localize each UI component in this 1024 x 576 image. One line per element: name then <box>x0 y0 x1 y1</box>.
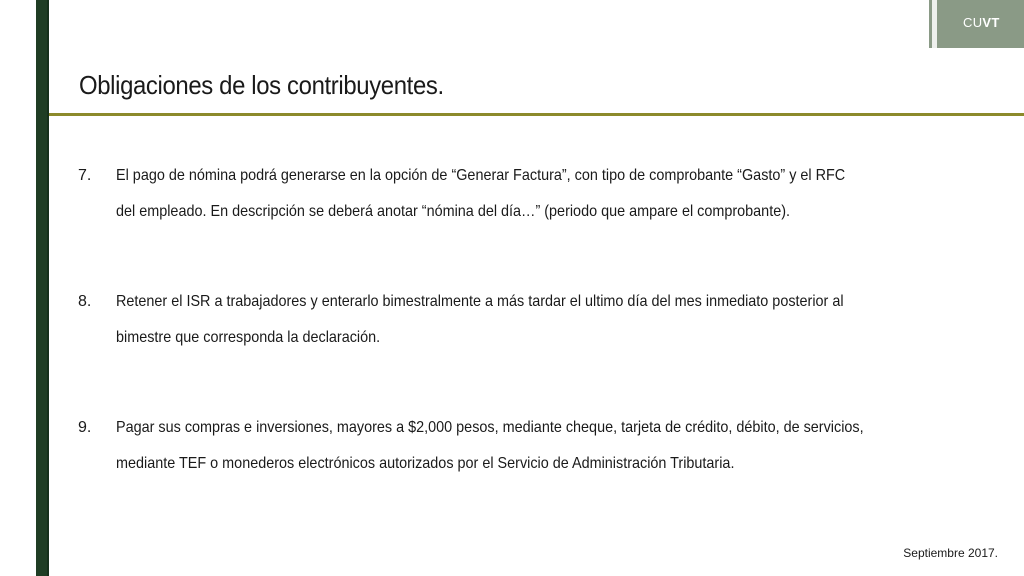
logo-text <box>963 15 1000 30</box>
list-item <box>78 284 948 356</box>
item-text: Pagar sus compras e inversiones, mayores a $2,000 pesos, mediante cheque, tarjeta de crédito, débito, de servicios, mediante TEF o monederos electrónicos autorizados por el Servicio de Administración Tributaria. <box>116 419 864 472</box>
slide-title: Obligaciones de los contribuyentes. <box>79 70 444 100</box>
item-text: El pago de nómina podrá generarse en la opción de “Generar Factura”, con tipo de comprobante “Gasto” y el RFC del empleado. En descripción se deberá anotar “nómina del día…” (periodo que ampare el comprobante). <box>116 167 846 220</box>
item-number: 8. <box>78 293 92 310</box>
cuvt-logo <box>929 0 1024 48</box>
left-accent-bar <box>36 0 49 576</box>
obligations-list <box>78 158 948 536</box>
logo-suffix: VT <box>982 14 1000 30</box>
logo-stripe <box>932 0 937 48</box>
footer-date: Septiembre 2017. <box>903 546 998 560</box>
list-item <box>78 410 948 482</box>
logo-prefix: CU <box>963 14 983 30</box>
item-number: 7. <box>78 167 92 184</box>
list-item <box>78 158 948 230</box>
item-number: 9. <box>78 419 92 436</box>
title-divider <box>49 113 1024 116</box>
item-text: Retener el ISR a trabajadores y enterarlo bimestralmente a más tardar el ultimo día del mes inmediato posterior al bimestre que corresponda la declaración. <box>116 293 844 346</box>
